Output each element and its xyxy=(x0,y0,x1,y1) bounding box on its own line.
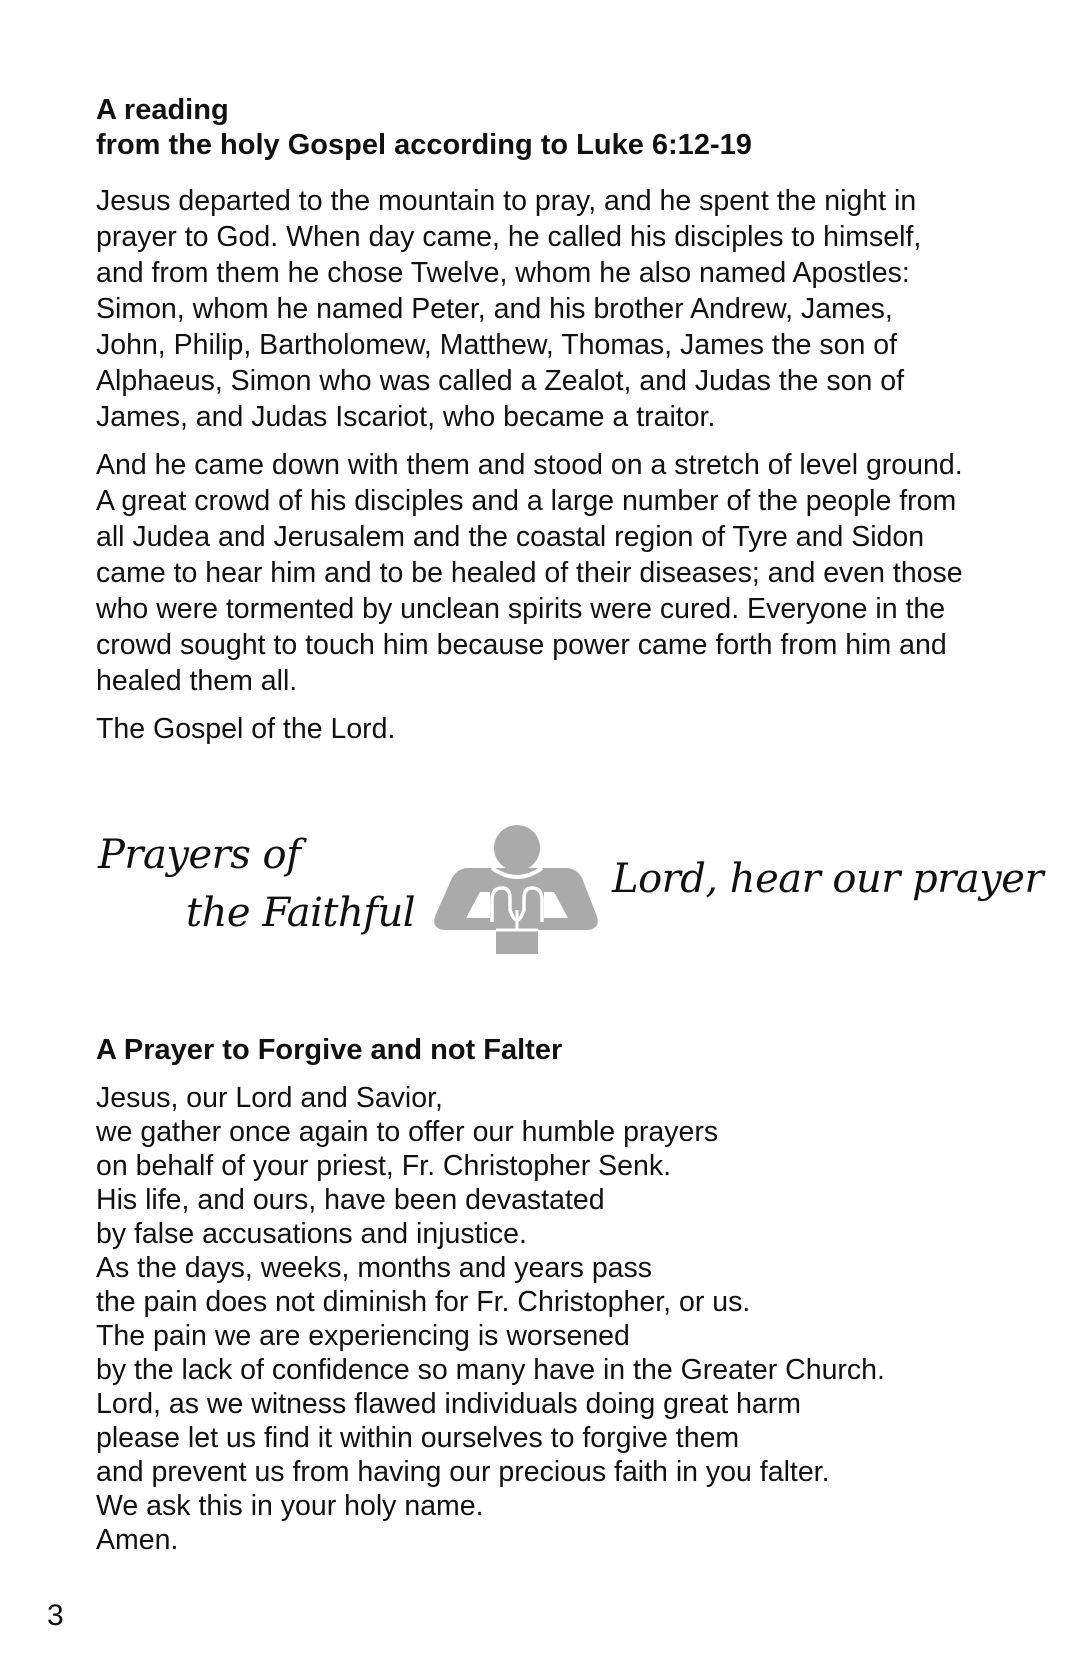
prayer-line: Lord, as we witness flawed individuals doing great harm xyxy=(96,1388,801,1420)
reading-heading-line1: A reading xyxy=(96,94,229,126)
praying-person-icon xyxy=(430,818,600,954)
prayer-line: please let us find it within ourselves to forgive them xyxy=(96,1422,740,1454)
banner-title-line2: the Faithful xyxy=(186,890,416,936)
banner-response: Lord, hear our prayer xyxy=(612,856,1044,902)
text-line: healed them all. xyxy=(96,665,298,697)
prayer-line: by false accusations and injustice. xyxy=(96,1218,527,1250)
prayer-line: on behalf of your priest, Fr. Christopher Senk. xyxy=(96,1150,672,1182)
prayer-line: by the lack of confidence so many have in the Greater Church. xyxy=(96,1354,885,1386)
prayer-line: we gather once again to offer our humble prayers xyxy=(96,1116,719,1148)
text-line: who were tormented by unclean spirits were cured. Everyone in the xyxy=(96,593,946,625)
prayer-line: The pain we are experiencing is worsened xyxy=(96,1320,630,1352)
text-line: John, Philip, Bartholomew, Matthew, Thomas, James the son of xyxy=(96,329,898,361)
prayer-heading: A Prayer to Forgive and not Falter xyxy=(96,1034,563,1066)
prayer-line: Amen. xyxy=(96,1524,179,1556)
text-line: A great crowd of his disciples and a large number of the people from xyxy=(96,485,957,517)
text-line: and from them he chose Twelve, whom he also named Apostles: xyxy=(96,257,910,289)
page-number: 3 xyxy=(47,1599,64,1632)
text-line: James, and Judas Iscariot, who became a traitor. xyxy=(96,401,716,433)
prayer-line: Jesus, our Lord and Savior, xyxy=(96,1082,443,1114)
reading-heading-line2: from the holy Gospel according to Luke 6:12-19 xyxy=(96,129,752,161)
text-line: prayer to God. When day came, he called his disciples to himself, xyxy=(96,221,922,253)
prayer-line: As the days, weeks, months and years pass xyxy=(96,1252,653,1284)
prayer-line: We ask this in your holy name. xyxy=(96,1490,484,1522)
prayer-line: and prevent us from having our precious faith in you falter. xyxy=(96,1456,830,1488)
text-line: And he came down with them and stood on a stretch of level ground. xyxy=(96,449,963,481)
text-line: Jesus departed to the mountain to pray, and he spent the night in xyxy=(96,185,917,217)
prayer-line: His life, and ours, have been devastated xyxy=(96,1184,605,1216)
text-line: came to hear him and to be healed of their diseases; and even those xyxy=(96,557,963,589)
reading-closing: The Gospel of the Lord. xyxy=(96,713,396,745)
prayer-line: the pain does not diminish for Fr. Christopher, or us. xyxy=(96,1286,751,1318)
banner-title-line1: Prayers of xyxy=(98,832,301,878)
text-line: Alphaeus, Simon who was called a Zealot, and Judas the son of xyxy=(96,365,904,397)
text-line: Simon, whom he named Peter, and his brother Andrew, James, xyxy=(96,293,893,325)
text-line: all Judea and Jerusalem and the coastal region of Tyre and Sidon xyxy=(96,521,925,553)
text-line: crowd sought to touch him because power came forth from him and xyxy=(96,629,947,661)
